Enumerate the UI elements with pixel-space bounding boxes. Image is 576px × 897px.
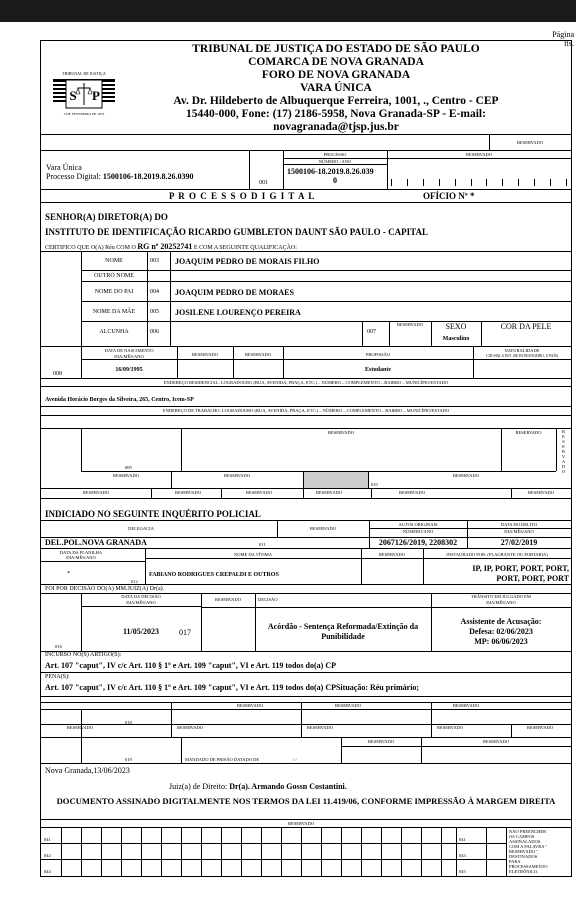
- vertical-letter: E: [562, 444, 565, 449]
- nome-mae-value: JOSILENE LOURENÇO PEREIRA: [175, 308, 301, 317]
- data-decisao-value: 11/05/2023: [122, 627, 159, 636]
- reservado-label: RESERVADO: [287, 821, 315, 826]
- reservado-label: RESERVADO: [527, 725, 554, 730]
- grey-filled-box: [304, 472, 368, 488]
- nome-value: JOAQUIM PEDRO DE MORAIS FILHO: [175, 257, 320, 266]
- rule: [41, 702, 571, 703]
- code-009: 009: [125, 465, 132, 470]
- header-line: COMARCA DE NOVA GRANADA: [248, 56, 424, 68]
- code-008: 008: [53, 371, 62, 377]
- court-seal-logo: [49, 69, 119, 124]
- reservado-label: RESERVADO: [307, 725, 334, 730]
- endereco-residencial-label: ENDEREÇO RESIDENCIAL: LOGRADOURO (RUA, AVENIDA, PRAÇA, ETC.) – NÚMERO – COMPLEMENTO – BAIRRO – MUNICÍPIO/ESTADO: [163, 380, 449, 385]
- rule: [362, 321, 363, 346]
- header-line: 15440-000, Fone: (17) 2186-5958, Nova Granada-SP - E-mail:: [186, 108, 486, 120]
- nome-mae-label: NOME DA MÃE: [92, 309, 136, 315]
- vertical-letter: A: [561, 459, 566, 464]
- autos-originais-value: 2067126/2019, 2208302: [378, 538, 458, 547]
- header-line: TRIBUNAL DE JUSTIÇA DO ESTADO DE SÃO PAULO: [192, 43, 480, 55]
- inquerito-title: INDICIADO NO SEGUINTE INQUÉRITO POLICIAL: [45, 509, 261, 519]
- note-line: DESTINADOS: [509, 854, 538, 859]
- vertical-letter: S: [562, 439, 565, 444]
- rule: [303, 488, 304, 498]
- vertical-letter: O: [561, 469, 566, 474]
- vitima-label: NOME DA VÍTIMA: [234, 552, 272, 557]
- note-line: RESERVADO ": [509, 849, 539, 854]
- reservado-label: RESERVADO: [175, 490, 202, 495]
- rule: [81, 359, 571, 360]
- endereco-trabalho-label: ENDEREÇO DE TRABALHO: LOGRADOURO (RUA, AVENIDA, PRAÇA, ETC.) – NÚMERO – COMPLEMENTO – BAIRRO – MUNICÍPIO/ESTADO: [162, 408, 450, 413]
- outro-nome-label: OUTRO NOME: [94, 273, 134, 279]
- reservado-label: RESERVADO: [367, 739, 395, 744]
- rule: [361, 827, 362, 876]
- rule: [41, 378, 571, 379]
- judge-line: [169, 782, 347, 791]
- data-delito-sub: DIA/MÊS/ANO: [504, 529, 534, 534]
- vitima-value: FABIANO RODRIGUES CREPALDI E OUTROS: [149, 572, 279, 578]
- note-nao-preencher: [509, 829, 569, 874]
- rule: [283, 164, 387, 165]
- sexo-value: Masculino: [442, 336, 470, 342]
- signed-notice: DOCUMENTO ASSINADO DIGITALMENTE NOS TERMOS DA LEI 11.419/06, CONFORME IMPRESSÃO À MARGEM DIREITA: [56, 796, 556, 806]
- decisao-value: Acórdão - Sentença Reformada/Extinção da: [267, 622, 419, 631]
- rule: [341, 827, 342, 876]
- rule: [201, 607, 571, 608]
- rule: [381, 827, 382, 876]
- rule: [249, 150, 250, 189]
- rule: [41, 386, 571, 387]
- code-011: 011: [259, 542, 266, 547]
- rule: [41, 819, 571, 820]
- fls-label-text: fls.: [564, 39, 574, 48]
- code-041b: 041: [459, 837, 466, 842]
- reservado-label: RESERVADO: [177, 725, 204, 730]
- data-decisao-sub: DIA/MÊS/ANO: [126, 600, 156, 605]
- code-019: 019: [125, 757, 132, 762]
- data-nascimento-label: DATA DE NASCIMENTO: [104, 348, 154, 353]
- processo-digital-title: P R O C E S S O D I G I T A L: [169, 191, 316, 201]
- rule: [101, 827, 102, 876]
- reservado-label: RESERVADO: [465, 152, 493, 157]
- rule: [41, 488, 571, 489]
- code-042: 042: [44, 853, 51, 858]
- rule: [41, 672, 571, 673]
- code-004: 004: [150, 289, 159, 295]
- note-line: ELETRÔNICO.: [509, 869, 539, 874]
- place-date: Nova Granada,13/06/2023: [45, 766, 130, 775]
- profissao-label: PROFISSÃO: [365, 352, 391, 357]
- rule: [41, 520, 571, 521]
- rule: [201, 827, 202, 876]
- rule: [81, 827, 82, 876]
- instaurado-value-2: PORT, PORT, PORT: [496, 574, 569, 583]
- rule: [181, 827, 182, 876]
- incurso-label: INCURSO NO(S) ARTIGO(S):: [45, 652, 122, 658]
- nome-pai-label: NOME DO PAI: [94, 289, 134, 295]
- judge-name: Dr(a). Armando Gossn Costantini.: [229, 782, 347, 791]
- judge-prefix: Juiz(a) de Direito:: [169, 782, 228, 791]
- top-bar: [0, 0, 576, 22]
- vara-text: Vara Única: [46, 163, 82, 172]
- rule: [41, 202, 571, 203]
- certificate-suffix: E COM A SEGUINTE QUALIFICAÇÃO:: [193, 245, 297, 251]
- reservado-label: RESERVADO: [453, 703, 480, 708]
- rule: [321, 827, 322, 876]
- code-045: 045: [459, 869, 466, 874]
- rule: [161, 827, 162, 876]
- rule: [486, 827, 487, 876]
- reservado-label: RESERVADO: [237, 703, 264, 708]
- processo-digital-number: 1500106-18.2019.8.26.0390: [102, 172, 194, 181]
- reservado-label: RESERVADO: [191, 352, 219, 357]
- processo-label: PROCESSO: [323, 152, 347, 157]
- rule: [441, 827, 442, 876]
- naturalidade-label: NATURALIDADE: [504, 348, 540, 353]
- foi-decisao-label: FOI POR DECISÃO DO(A) MM.JUIZ(A) Dr(a).: [45, 586, 165, 592]
- code-006: 006: [150, 329, 159, 335]
- rule: [41, 584, 571, 585]
- reservado-label: RESERVADO: [516, 140, 544, 145]
- rule: [41, 724, 571, 725]
- rule: [41, 498, 571, 499]
- decisao-label: DECISÃO: [258, 597, 278, 602]
- rule: [456, 827, 457, 876]
- reservado-label: RESERVADO: [482, 739, 510, 744]
- code-044: 044: [44, 869, 51, 874]
- note-line: PARA: [509, 859, 521, 864]
- rule: [41, 843, 506, 844]
- endereco-residencial-value: Avenida Horácio Borges da Silveira, 265, Centro, Icem-SP: [45, 397, 194, 403]
- code-012: 012: [131, 579, 138, 584]
- delegacia-label: DELEGACIA: [128, 526, 154, 531]
- header-line: FORO DE NOVA GRANADA: [261, 69, 411, 81]
- reservado-label: RESERVADO: [396, 322, 424, 327]
- rule: [81, 606, 201, 607]
- addressee-line-2: INSTITUTO DE IDENTIFICAÇÃO RICARDO GUMBLETON DAUNT SÃO PAULO - CAPITAL: [45, 227, 428, 237]
- numero-value-2: 0: [333, 176, 337, 185]
- rule: [421, 827, 422, 876]
- rule: [283, 158, 571, 159]
- numero-value: 1500106-18.2019.8.26.039: [287, 167, 374, 176]
- reservado-label: RESERVADO: [223, 473, 251, 478]
- code-017: 017: [179, 628, 191, 637]
- numero-ano-label: NÚMERO / ANO: [318, 159, 352, 164]
- naturalidade-sub: CID-SIGLA EST. (SE ESTRANGEIRO, O PAÍS): [486, 354, 558, 358]
- nome-label: NOME: [105, 258, 123, 264]
- processo-digital-line: [46, 172, 194, 181]
- rule: [81, 301, 571, 302]
- data-decisao-label: DATA DA DECISÃO: [121, 594, 161, 599]
- rule: [41, 406, 571, 407]
- reservado-label: RESERVADO: [437, 725, 464, 730]
- reservado-label: RESERVADO: [112, 473, 140, 478]
- data-planilha-label: DATA DA PLANILHA: [59, 550, 103, 555]
- tick-boxes: [391, 179, 567, 186]
- rule: [81, 270, 571, 271]
- sexo-label: SEXO: [445, 322, 467, 331]
- data-delito-value: 27/02/2019: [500, 538, 538, 547]
- decisao-value-2: Punibilidade: [321, 632, 365, 641]
- note-line: COM A PALAVRA ": [509, 844, 548, 849]
- reservado-vertical: [557, 429, 570, 474]
- reservado-label: RESERVADO: [246, 490, 273, 495]
- rule: [41, 859, 506, 860]
- reservado-label: RESERVADO: [515, 430, 542, 435]
- rule: [506, 827, 507, 876]
- rule: [41, 548, 571, 549]
- rule: [41, 251, 571, 252]
- rule: [81, 281, 571, 282]
- rule: [171, 702, 172, 737]
- vertical-letter: R: [561, 429, 565, 434]
- header-line: Av. Dr. Hildeberto de Albuquerque Ferreira, 1001, ., Centro - CEP: [173, 95, 499, 107]
- code-001: 001: [259, 180, 268, 186]
- note-line: NÃO PREENCHER: [509, 829, 547, 834]
- incurso-value: Art. 107 "caput", IV c/c Art. 110 § 1º e Art. 109 "caput", VI e Art. 119 todos do(a) CP: [45, 661, 336, 670]
- transito-value-2: Defesa: 02/06/2023: [469, 627, 533, 636]
- reservado-label: RESERVADO: [309, 526, 337, 531]
- instaurado-value: IP, IP, PORT, PORT, PORT,: [472, 564, 569, 573]
- mandado-prisao-label: MANDADO DE PRISÃO DATADO DE: [185, 757, 260, 762]
- logo-top-text: TRIBUNAL DE JUSTIÇA: [62, 71, 106, 76]
- header-line: VARA ÚNICA: [300, 82, 372, 94]
- rule: [301, 827, 302, 876]
- rule: [368, 471, 369, 488]
- rule: [341, 746, 571, 747]
- vertical-letter: D: [561, 464, 566, 469]
- rule: [41, 561, 145, 562]
- transito-label: TRÂNSITO EM JULGADO EM: [471, 594, 531, 599]
- reservado-label: RESERVADO: [316, 490, 343, 495]
- nome-pai-value: JOAQUIM PEDRO DE MORAES: [175, 288, 294, 297]
- rule: [41, 737, 571, 738]
- reservado-label: RESERVADO: [244, 352, 272, 357]
- reservado-label: RESERVADO: [335, 703, 362, 708]
- note-line: ASSINALADOS: [509, 839, 541, 844]
- code-003: 003: [150, 258, 159, 264]
- rule: [81, 428, 82, 471]
- cor-pele-label: COR DA PELE: [500, 322, 552, 331]
- rule: [61, 827, 62, 876]
- addressee-line-1: SENHOR(A) DIRETOR(A) DO: [45, 212, 168, 222]
- oficio-number: OFÍCIO Nº *: [423, 191, 475, 201]
- autos-originais-sub: NÚMERO/ANO: [402, 529, 434, 534]
- code-007: 007: [367, 329, 376, 335]
- rule: [41, 696, 571, 697]
- rule: [281, 827, 282, 876]
- rg-number: RG nº 20252741: [137, 242, 193, 251]
- vertical-letter: E: [562, 434, 565, 439]
- transito-value-3: MP: 06/06/2023: [474, 637, 528, 646]
- criminal-record-form: [40, 40, 572, 877]
- rule: [511, 724, 512, 737]
- data-nascimento-value: 16/09/1995: [115, 367, 143, 373]
- data-delito-label: DATA DO DELITO: [500, 522, 538, 527]
- rule: [177, 346, 178, 378]
- pena-value: Art. 107 "caput", IV c/c Art. 110 § 1º e Art. 109 "caput", VI e Art. 119 todos do(a) CPSituação: Réu primário;: [45, 683, 420, 692]
- rule: [41, 709, 571, 710]
- rule: [170, 251, 171, 346]
- code-016: 016: [55, 644, 62, 649]
- rule: [261, 827, 262, 876]
- vertical-letter: V: [561, 454, 566, 459]
- rule: [431, 702, 432, 737]
- pena-label: PENA(S):: [45, 674, 70, 680]
- code-005: 005: [150, 309, 159, 315]
- reservado-label: RESERVADO: [67, 725, 94, 730]
- rule: [511, 488, 512, 498]
- rule: [81, 709, 82, 763]
- code-010: 010: [371, 482, 378, 487]
- header-line: novagranada@tjsp.jus.br: [273, 121, 399, 133]
- delegacia-value: DEL.POL.NOVA GRANADA: [45, 538, 147, 547]
- logo-bottom-text: 3 DE FEVEREIRO DE 1874: [63, 112, 105, 116]
- data-planilha-sub: DIA/MÊS/ANO: [66, 555, 96, 560]
- court-header: [101, 43, 571, 134]
- reservado-label: RESERVADO: [214, 597, 242, 602]
- rule: [151, 488, 152, 498]
- rule: [41, 134, 571, 135]
- rule: [233, 346, 234, 378]
- reservado-label: RESERVADO: [83, 490, 110, 495]
- note-line: OS CAMPOS: [509, 834, 535, 839]
- reservado-label: RESERVADO: [528, 490, 555, 495]
- rule: [241, 827, 242, 876]
- mandado-date-slashes: / /: [293, 757, 297, 762]
- rule: [41, 415, 571, 416]
- transito-sub: DIA/MÊS/ANO: [486, 600, 516, 605]
- rule: [41, 189, 571, 190]
- data-planilha-value: *: [67, 571, 70, 577]
- rule: [301, 702, 302, 737]
- certificate-prefix: CERTIFICO QUE O(A) Réu COM O: [45, 245, 136, 251]
- vertical-letter: R: [561, 449, 565, 454]
- processo-digital-label: Processo Digital:: [46, 172, 101, 181]
- instaurado-label: INSTAURADO POR: (FLAGRANTE OU PORTARIA): [446, 552, 548, 557]
- rule: [371, 488, 372, 498]
- transito-value: Assistente de Acusação:: [460, 617, 542, 626]
- profissao-value: Estudante: [364, 367, 391, 373]
- rule: [147, 251, 148, 346]
- note-line: PROCESSAMENTO: [509, 864, 548, 869]
- reservado-label: RESERVADO: [378, 552, 406, 557]
- code-018: 018: [125, 720, 132, 725]
- rule: [221, 488, 222, 498]
- rule: [401, 827, 402, 876]
- reservado-label: RESERVADO: [327, 430, 355, 435]
- logo-p-letter: P: [92, 88, 100, 103]
- rule: [145, 558, 571, 559]
- reservado-label: RESERVADO: [452, 473, 480, 478]
- reservado-label: RESERVADO: [399, 490, 426, 495]
- rule: [181, 737, 182, 763]
- logo-s-letter: S: [69, 88, 77, 103]
- alcunha-label: ALCUNHA: [99, 329, 129, 335]
- rule: [121, 827, 122, 876]
- code-043: 043: [459, 853, 466, 858]
- rule: [41, 346, 571, 347]
- code-041: 041: [44, 837, 51, 842]
- autos-originais-label: AUTOS ORIGINAIS: [398, 522, 438, 527]
- rule: [41, 763, 571, 764]
- data-nascimento-sub: DIA/MÊS/ANO: [114, 354, 144, 359]
- rule: [141, 827, 142, 876]
- rule: [41, 150, 571, 151]
- rule: [221, 827, 222, 876]
- rule: [369, 528, 571, 529]
- page-label-text: Página: [552, 30, 574, 39]
- rule: [41, 428, 571, 429]
